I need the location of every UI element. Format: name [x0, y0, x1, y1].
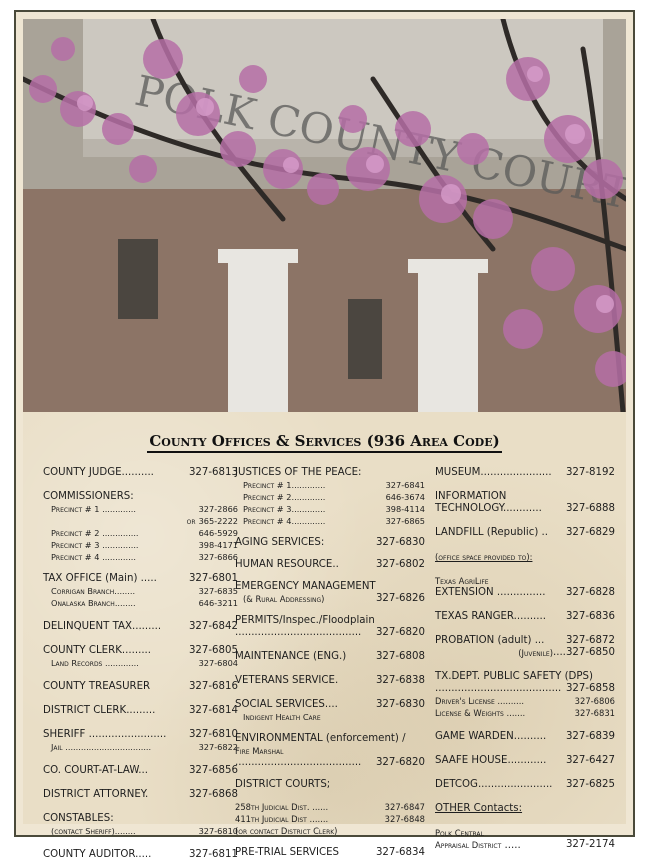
- entry-phone: 327-6836: [565, 611, 615, 622]
- entry-name: GAME WARDEN: [435, 731, 514, 742]
- entry-name: Appraisal District: [435, 840, 502, 850]
- entry-name: Precinct # 4: [51, 552, 100, 562]
- list-item: [43, 849, 238, 861]
- entry-phone: 327-6830: [375, 699, 425, 710]
- entry-leader: ......: [309, 802, 329, 812]
- entry-name: PROBATION (adult): [435, 635, 532, 646]
- list-item: [435, 551, 615, 563]
- entry-phone: 327-6872: [565, 635, 615, 646]
- entry-phone: 327-6830: [375, 537, 425, 548]
- entry-name: (Juvenile): [518, 648, 553, 658]
- entry-name: OTHER Contacts:: [435, 803, 523, 814]
- list-item: [235, 581, 425, 593]
- entry-leader: ..: [538, 527, 549, 538]
- list-item: [235, 745, 425, 757]
- list-item: [435, 827, 615, 839]
- entry-phone: 365-2222: [198, 516, 238, 526]
- list-item: [43, 597, 238, 609]
- list-item: [43, 657, 238, 669]
- directory-column-2: [235, 467, 425, 859]
- entry-name: Fire Marshal: [235, 746, 284, 756]
- entry-leader: .....: [135, 849, 152, 860]
- entry-leader: ........: [114, 598, 136, 608]
- entry-name: DELINQUENT TAX: [43, 621, 132, 632]
- entry-phone: 327-6825: [565, 779, 615, 790]
- entry-name: ENVIRONMENTAL (enforcement) /: [235, 733, 406, 744]
- entry-phone: 327-6806: [574, 696, 615, 706]
- entry-name: EXTENSION: [435, 587, 494, 598]
- entry-phone: 327-6826: [375, 593, 425, 604]
- entry-name: Driver's License: [435, 696, 495, 706]
- list-item: [235, 675, 425, 687]
- entry-name: (office space provided to):: [435, 552, 533, 562]
- entry-name: SHERIFF: [43, 729, 86, 740]
- entry-name: Onalaska Branch: [51, 598, 115, 608]
- list-item: [435, 503, 615, 515]
- list-item: [235, 825, 425, 837]
- entry-leader: .............: [291, 480, 326, 490]
- list-item: [43, 705, 238, 717]
- entry-name: PERMITS/Inspec./Floodplain: [235, 615, 375, 626]
- entry-phone: 327-6804: [198, 658, 238, 668]
- list-item: [235, 515, 425, 527]
- entry-name: (or contact District Clerk): [235, 826, 338, 836]
- entry-phone: 327-6820: [375, 627, 425, 638]
- entry-phone: 646-3211: [198, 598, 238, 608]
- entry-phone: 327-6813: [188, 467, 238, 478]
- entry-leader: ............: [507, 755, 547, 766]
- list-item: [435, 731, 615, 743]
- entry-phone: 327-6802: [375, 559, 425, 570]
- entry-leader: .......................................: [235, 627, 362, 638]
- list-item: [43, 765, 238, 777]
- entry-name: Indigent Health Care: [243, 712, 321, 722]
- list-item: [235, 779, 425, 791]
- list-item: [235, 801, 425, 813]
- entry-name: Precinct # 1: [51, 504, 100, 514]
- list-item: [435, 491, 615, 503]
- list-item: [235, 651, 425, 663]
- entry-phone: 327-6808: [375, 651, 425, 662]
- entry-phone: 327-6820: [375, 757, 425, 768]
- list-item: [235, 537, 425, 549]
- entry-phone: 327-6810: [198, 826, 238, 836]
- entry-leader: .............: [291, 492, 326, 502]
- list-item: [235, 491, 425, 503]
- entry-name: Precinct # 3: [243, 504, 292, 514]
- list-item: [43, 681, 238, 693]
- entry-leader: .........: [126, 705, 156, 716]
- entry-leader: .............: [99, 504, 136, 514]
- list-item: [43, 539, 238, 551]
- building-sign-text: COUNTY COURTHOUSE: [263, 93, 626, 254]
- list-item: [43, 467, 238, 479]
- entry-name: TECHNOLOGY: [435, 503, 503, 514]
- entry-name: Precinct # 2: [243, 492, 292, 502]
- entry-leader: ..........: [513, 731, 547, 742]
- list-item: [43, 825, 238, 837]
- entry-leader: .....: [137, 573, 157, 584]
- list-item: [43, 527, 238, 539]
- entry-leader: ...: [531, 635, 545, 646]
- entry-name: COUNTY JUDGE: [43, 467, 122, 478]
- entry-phone: 327-2866: [198, 504, 238, 514]
- entry-leader: ..............: [99, 528, 139, 538]
- entry-phone: 327-6866: [198, 552, 238, 562]
- entry-phone: 398-4114: [385, 504, 425, 514]
- list-item: [43, 789, 238, 801]
- courthouse-photo: [23, 19, 626, 412]
- entry-name: VETERANS SERVICE: [235, 675, 335, 686]
- list-item: [435, 803, 615, 815]
- entry-name: COUNTY TREASURER: [43, 681, 151, 692]
- list-item: [435, 587, 615, 599]
- entry-name: 411th Judicial Dist: [235, 814, 307, 824]
- entry-name: TEXAS RANGER: [435, 611, 514, 622]
- entry-name: INFORMATION: [435, 491, 507, 502]
- entry-name: CO. COURT-AT-LAW: [43, 765, 139, 776]
- list-item: [435, 635, 615, 647]
- document-frame: [14, 10, 635, 860]
- entry-phone: 327-6828: [565, 587, 615, 598]
- list-item: [435, 647, 615, 659]
- entry-phone: 327-8192: [565, 467, 615, 478]
- entry-name: (contact Sheriff): [51, 826, 115, 836]
- entry-phone: 327-6848: [384, 814, 425, 824]
- entry-name: DISTRICT COURTS;: [235, 779, 331, 790]
- entry-leader: .: [144, 789, 149, 800]
- entry-name: TAX OFFICE (Main): [43, 573, 138, 584]
- entry-phone: 327-6834: [375, 847, 425, 858]
- entry-phone: 327-6841: [385, 480, 425, 490]
- list-item: [43, 491, 238, 503]
- entry-leader: ........: [114, 586, 136, 596]
- list-item: [235, 479, 425, 491]
- entry-name: SAAFE HOUSE: [435, 755, 508, 766]
- list-item: [235, 615, 425, 627]
- directory-panel: [23, 412, 626, 860]
- entry-leader: ....: [552, 647, 566, 658]
- entry-leader: or: [186, 516, 196, 526]
- entry-phone: 327-6801: [188, 573, 238, 584]
- entry-name: AGING SERVICES:: [235, 537, 325, 548]
- entry-phone: 646-5929: [198, 528, 238, 538]
- entry-name: EMERGENCY MANAGEMENT: [235, 581, 376, 592]
- list-item: [435, 755, 615, 767]
- entry-phone: 327-6839: [565, 731, 615, 742]
- entry-name: COUNTY CLERK: [43, 645, 122, 656]
- entry-phone: 327-6814: [188, 705, 238, 716]
- entry-leader: .......: [503, 708, 526, 718]
- entry-phone: 327-6865: [385, 516, 425, 526]
- entry-phone: 327-6816: [188, 681, 238, 692]
- entry-phone: 398-4171: [198, 540, 238, 550]
- list-item: [43, 585, 238, 597]
- list-item: [43, 729, 238, 741]
- entry-name: LANDFILL (Republic): [435, 527, 539, 538]
- entry-name: Precinct # 1: [243, 480, 292, 490]
- entry-phone: 327-6888: [565, 503, 615, 514]
- entry-leader: ..........: [494, 696, 525, 706]
- list-item: [435, 527, 615, 539]
- entry-leader: .........: [131, 621, 162, 632]
- entry-phone: 327-6805: [188, 645, 238, 656]
- list-item: [43, 813, 238, 825]
- entry-leader: ............: [502, 503, 542, 514]
- entry-leader: ..............: [99, 540, 139, 550]
- entry-label: [43, 467, 154, 479]
- entry-name: MUSEUM: [435, 467, 481, 478]
- entry-leader: ........................: [85, 729, 167, 740]
- list-item: [435, 671, 615, 683]
- list-item: [43, 551, 238, 563]
- directory-column-1: [43, 467, 238, 861]
- list-item: [435, 611, 615, 623]
- entry-name: COMMISSIONERS:: [43, 491, 134, 502]
- list-item: [435, 683, 615, 695]
- entry-name: DISTRICT ATTORNEY: [43, 789, 145, 800]
- list-item: [435, 839, 615, 852]
- entry-phone: 327-6847: [384, 802, 425, 812]
- entry-leader: ..........: [121, 467, 154, 478]
- entry-name: License & Weights: [435, 708, 504, 718]
- entry-leader: .............: [291, 504, 326, 514]
- list-item: [43, 645, 238, 657]
- entry-phone: 327-6831: [574, 708, 615, 718]
- entry-name: JUSTICES OF THE PEACE:: [235, 467, 362, 478]
- entry-name: MAINTENANCE (ENG.): [235, 651, 347, 662]
- entry-phone: 327-6811: [188, 849, 238, 860]
- entry-name: COUNTY AUDITOR: [43, 849, 136, 860]
- list-item: [435, 467, 615, 479]
- courthouse-illustration: [23, 19, 626, 412]
- entry-phone: 327-6850: [565, 647, 615, 658]
- entry-leader: .............: [291, 516, 326, 526]
- entry-name: Corrigan Branch: [51, 586, 115, 596]
- entry-phone: 327-6858: [565, 683, 615, 694]
- entry-leader: .................................: [62, 742, 152, 752]
- entry-leader: ..: [332, 559, 339, 570]
- entry-leader: ....: [324, 699, 338, 710]
- entry-leader: ........: [114, 826, 136, 836]
- entry-name: Precinct # 2: [51, 528, 100, 538]
- entry-phone: 327-2174: [565, 839, 615, 850]
- directory-column-3: [435, 467, 615, 852]
- list-item: [235, 503, 425, 515]
- entry-leader: .........: [121, 645, 152, 656]
- entry-name: Polk Central: [435, 828, 484, 838]
- entry-leader: ...............: [493, 587, 546, 598]
- entry-name: CONSTABLES:: [43, 813, 114, 824]
- entry-phone: 327-6829: [565, 527, 615, 538]
- list-item: [235, 467, 425, 479]
- entry-phone: 646-3674: [385, 492, 425, 502]
- entry-name: TX.DEPT. PUBLIC SAFETY (DPS): [435, 671, 593, 682]
- list-item: [235, 813, 425, 825]
- entry-name: PRE-TRIAL SERVICES: [235, 847, 340, 858]
- entry-leader: .......................................: [235, 757, 362, 768]
- entry-name: Jail: [51, 742, 63, 752]
- entry-name: 258th Judicial Dist.: [235, 802, 310, 812]
- entry-phone: 327-6856: [188, 765, 238, 776]
- list-item: [435, 707, 615, 719]
- entry-phone: 327-6822: [198, 742, 238, 752]
- list-item: [43, 741, 238, 753]
- list-item: [43, 573, 238, 585]
- entry-phone: 327-6810: [188, 729, 238, 740]
- entry-name: DISTRICT CLERK: [43, 705, 127, 716]
- list-item: [435, 779, 615, 791]
- entry-name: (& Rural Addressing): [243, 594, 325, 604]
- list-item: [235, 733, 425, 745]
- entry-leader: .......................................: [435, 683, 562, 694]
- entry-phone: 327-6427: [565, 755, 615, 766]
- entry-phone: 327-6868: [188, 789, 238, 800]
- list-item: [235, 593, 425, 605]
- entry-leader: ...: [138, 765, 148, 776]
- directory-title-text: County Offices & Services (936 Area Code): [147, 432, 501, 453]
- list-item: [235, 711, 425, 723]
- entry-phone: 327-6835: [198, 586, 238, 596]
- entry-leader: ......................: [480, 467, 552, 478]
- entry-phone: 327-6842: [188, 621, 238, 632]
- entry-name: Texas AgriLife: [435, 576, 489, 586]
- list-item: [435, 695, 615, 707]
- list-item: [435, 575, 615, 587]
- list-item: [235, 627, 425, 639]
- list-item: [235, 559, 425, 571]
- entry-leader: .: [334, 675, 339, 686]
- entry-name: HUMAN RESOURCE: [235, 559, 333, 570]
- list-item: [235, 699, 425, 711]
- entry-leader: ..........: [513, 611, 547, 622]
- directory-title: [23, 432, 626, 450]
- entry-name: Precinct # 3: [51, 540, 100, 550]
- list-item: [235, 757, 425, 769]
- entry-leader: .......: [306, 814, 329, 824]
- entry-leader: .....: [501, 840, 521, 851]
- entry-leader: .............: [102, 658, 139, 668]
- list-item: [43, 503, 238, 515]
- entry-phone: 327-6838: [375, 675, 425, 686]
- entry-name: SOCIAL SERVICES: [235, 699, 325, 710]
- entry-name: Land Records: [51, 658, 103, 668]
- list-item: [43, 515, 238, 527]
- entry-name: DETCOG: [435, 779, 478, 790]
- entry-name: Precinct # 4: [243, 516, 292, 526]
- entry-leader: .......................: [477, 779, 553, 790]
- list-item: [43, 621, 238, 633]
- entry-leader: .............: [99, 552, 136, 562]
